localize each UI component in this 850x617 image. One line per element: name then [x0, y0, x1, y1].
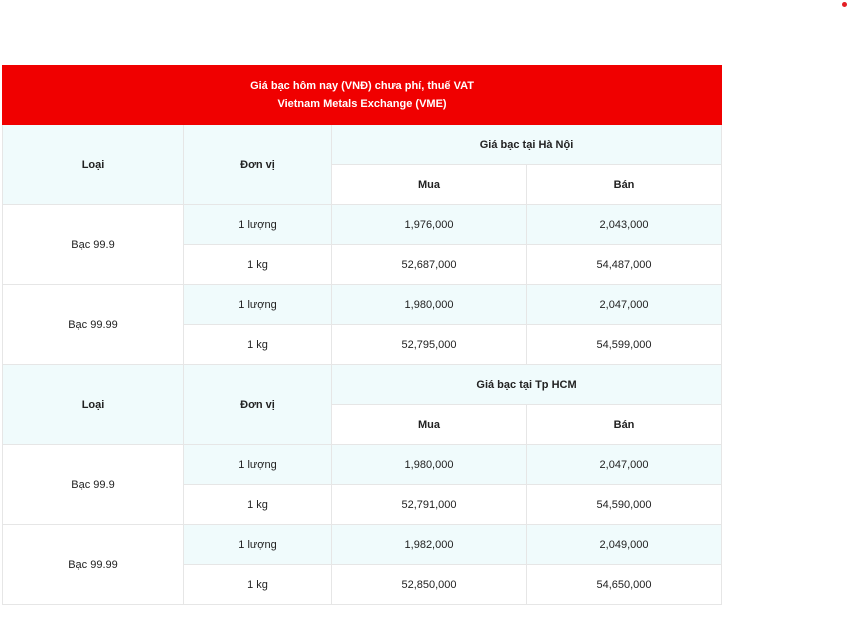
column-header-type: Loại	[3, 365, 184, 445]
column-header-unit: Đơn vị	[184, 125, 332, 205]
unit-cell: 1 lượng	[184, 205, 332, 245]
buy-price-cell: 52,850,000	[332, 565, 527, 605]
product-name: Bạc 99.99	[3, 285, 184, 365]
unit-cell: 1 kg	[184, 325, 332, 365]
column-header-unit: Đơn vị	[184, 365, 332, 445]
unit-cell: 1 kg	[184, 565, 332, 605]
column-header-sell: Bán	[527, 405, 722, 445]
buy-price-cell: 52,791,000	[332, 485, 527, 525]
buy-price-cell: 1,980,000	[332, 445, 527, 485]
table-title-row	[3, 66, 722, 125]
table-row	[3, 445, 722, 485]
table-row	[3, 205, 722, 245]
section-header-row	[3, 365, 722, 405]
silver-price-table	[2, 65, 722, 605]
column-header-buy: Mua	[332, 165, 527, 205]
red-dot-indicator	[842, 2, 847, 7]
product-name: Bạc 99.99	[3, 525, 184, 605]
table-row	[3, 525, 722, 565]
unit-cell: 1 kg	[184, 245, 332, 285]
sell-price-cell: 2,049,000	[527, 525, 722, 565]
sell-price-cell: 54,590,000	[527, 485, 722, 525]
column-header-type: Loại	[3, 125, 184, 205]
product-name: Bạc 99.9	[3, 445, 184, 525]
buy-price-cell: 52,687,000	[332, 245, 527, 285]
buy-price-cell: 1,976,000	[332, 205, 527, 245]
product-name: Bạc 99.9	[3, 205, 184, 285]
table-row	[3, 285, 722, 325]
buy-price-cell: 52,795,000	[332, 325, 527, 365]
table-title	[3, 66, 722, 125]
sell-price-cell: 2,047,000	[527, 445, 722, 485]
buy-price-cell: 1,980,000	[332, 285, 527, 325]
table-title-line1: Giá bạc hôm nay (VNĐ) chưa phí, thuế VAT	[250, 80, 474, 92]
unit-cell: 1 lượng	[184, 285, 332, 325]
sell-price-cell: 2,047,000	[527, 285, 722, 325]
unit-cell: 1 lượng	[184, 445, 332, 485]
section-header-row	[3, 125, 722, 165]
sell-price-cell: 2,043,000	[527, 205, 722, 245]
sell-price-cell: 54,650,000	[527, 565, 722, 605]
table-title-line2: Vietnam Metals Exchange (VME)	[277, 98, 447, 110]
location-header: Giá bạc tại Hà Nội	[332, 125, 722, 165]
column-header-buy: Mua	[332, 405, 527, 445]
sell-price-cell: 54,599,000	[527, 325, 722, 365]
column-header-sell: Bán	[527, 165, 722, 205]
sell-price-cell: 54,487,000	[527, 245, 722, 285]
unit-cell: 1 lượng	[184, 525, 332, 565]
location-header: Giá bạc tại Tp HCM	[332, 365, 722, 405]
unit-cell: 1 kg	[184, 485, 332, 525]
buy-price-cell: 1,982,000	[332, 525, 527, 565]
